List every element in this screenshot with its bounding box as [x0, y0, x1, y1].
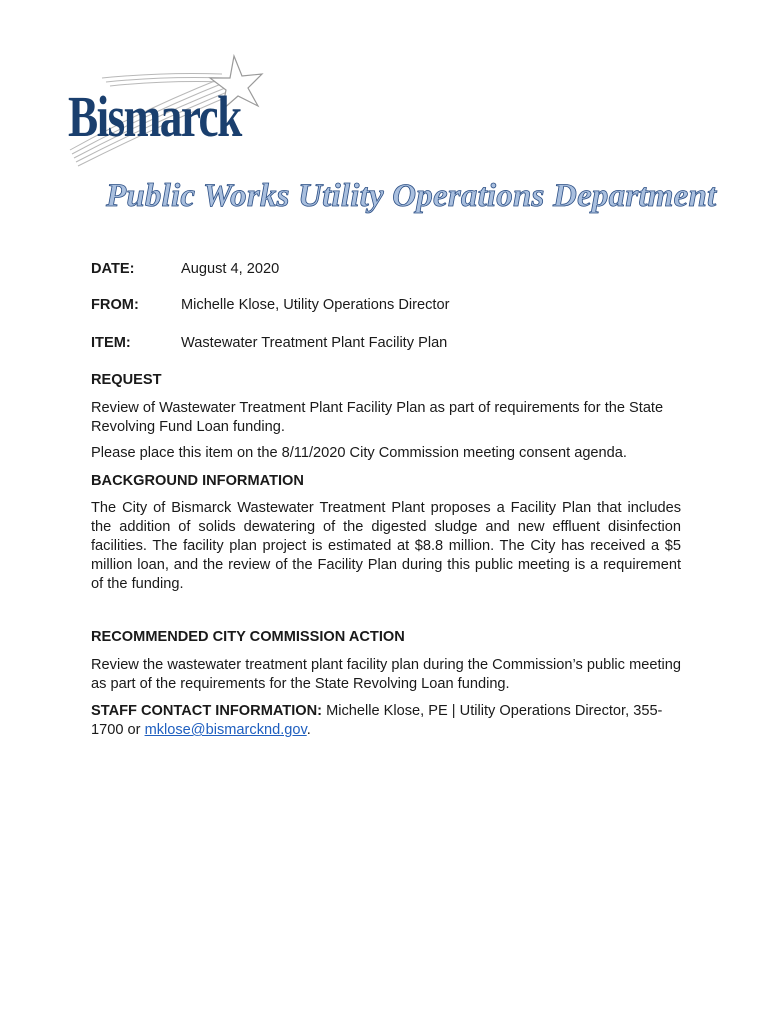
date-value: August 4, 2020 [181, 261, 280, 277]
staff-contact [91, 702, 681, 740]
consent-agenda-paragraph: Please place this item on the 8/11/2020 City Commission meeting consent agenda. [91, 445, 627, 461]
request-paragraph: Review of Wastewater Treatment Plant Facility Plan as part of requirements for the State Revolving Fund Loan funding. [91, 400, 664, 435]
department-title: Public Works Utility Operations Department [106, 178, 717, 214]
item-label: ITEM: [91, 335, 131, 351]
contact-email-link[interactable]: mklose@bismarcknd.gov [144, 722, 307, 738]
date-label: DATE: [91, 261, 135, 277]
logo-wordmark: Bismarck [68, 84, 241, 149]
staff-contact-text: Michelle Klose, PE | Utility Operations Director, 355-1700 or [91, 703, 663, 738]
request-heading: REQUEST [91, 372, 162, 388]
recommended-heading: RECOMMENDED CITY COMMISSION ACTION [91, 629, 405, 645]
item-value: Wastewater Treatment Plant Facility Plan [181, 335, 448, 351]
staff-contact-label: STAFF CONTACT INFORMATION: [91, 703, 323, 719]
bismarck-logo [62, 50, 272, 180]
staff-contact-trailing: . [306, 722, 311, 738]
from-value: Michelle Klose, Utility Operations Director [181, 297, 450, 313]
background-heading: BACKGROUND INFORMATION [91, 473, 304, 489]
from-label: FROM: [91, 297, 139, 313]
background-paragraph: The City of Bismarck Wastewater Treatment Plant proposes a Facility Plan that includes the addition of solids dewatering of the digested sludge and new effluent disinfection facilities. The facility plan project is estimated at $8.8 million. The City has received a $5 million loan, and the review of the Facility Plan during this public meeting is a requirement of the funding. [91, 500, 681, 592]
recommended-paragraph: Review the wastewater treatment plant facility plan during the Commission’s public meeting as part of the requirements for the State Revolving Loan funding. [91, 657, 681, 692]
